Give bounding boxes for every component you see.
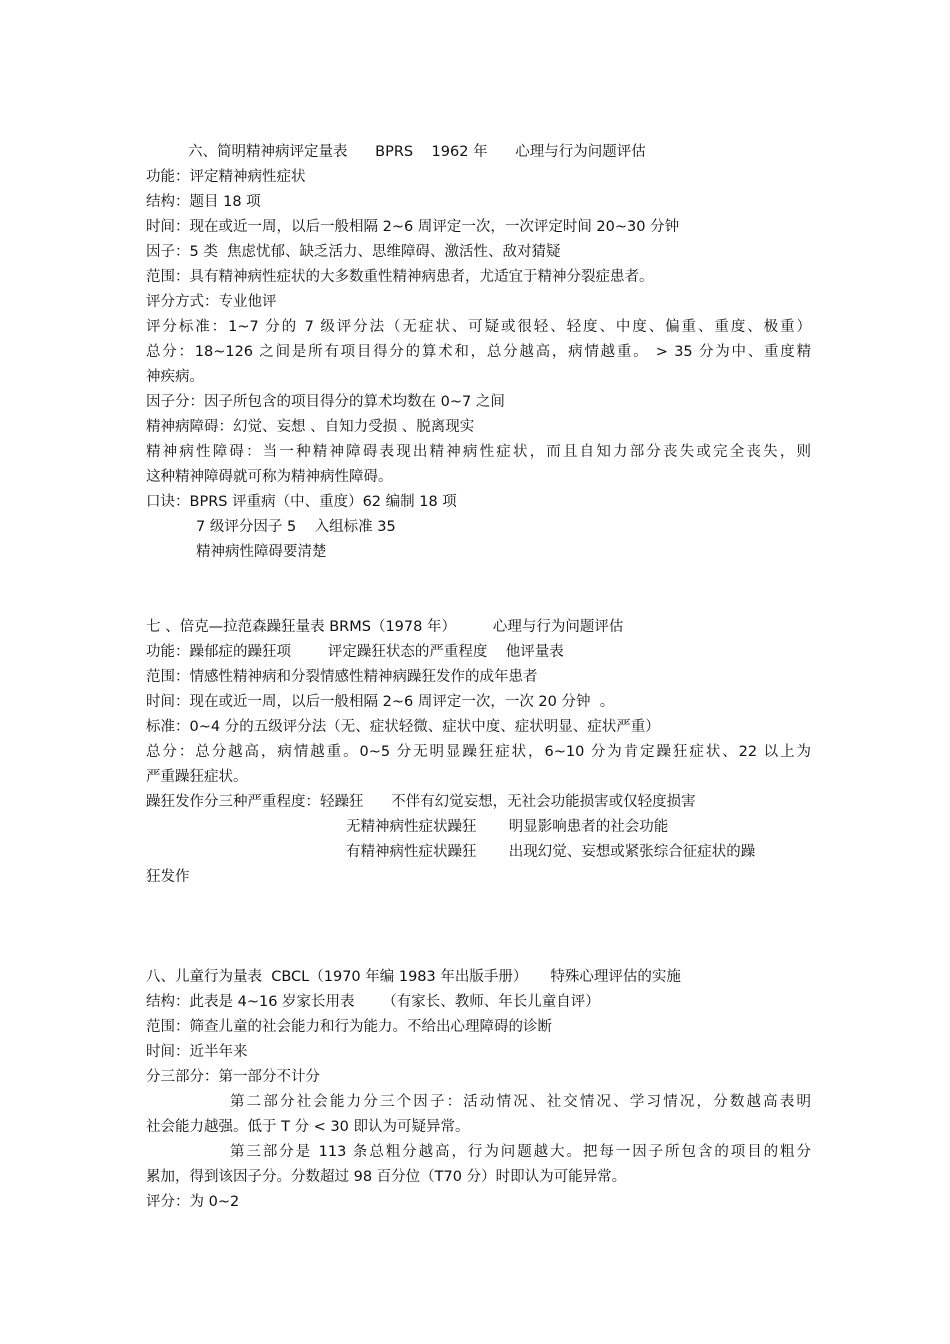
cbcl-part-2: 第二部分社会能力分三个因子：活动情况、社交情况、学习情况，分数越高表明 — [230, 1094, 811, 1110]
bprs-total-score: 总分：18~126 之间是所有项目得分的算术和，总分越高，病情越重。 > 35 分为中、重度精 — [146, 344, 811, 360]
bprs-mnemonic-3: 精神病性障碍要清楚 — [196, 544, 327, 560]
section-8-heading: 八、儿童行为量表 CBCL（1970 年编 1983 年出版手册） 特殊心理评估的实施 — [146, 969, 681, 985]
section-6-heading: 六、简明精神病评定量表 BPRS 1962 年 心理与行为问题评估 — [188, 144, 646, 160]
cbcl-scoring: 评分：为 0~2 — [146, 1194, 240, 1210]
cbcl-part-3: 第三部分是 113 条总粗分越高，行为问题越大。把每一因子所包含的项目的粗分 — [230, 1144, 811, 1160]
brms-total-score-cont: 严重躁狂症状。 — [146, 769, 248, 785]
brms-time: 时间：现在或近一周，以后一般相隔 2~6 周评定一次，一次 20 分钟 。 — [146, 694, 615, 710]
bprs-rating-criteria: 评分标准：1~7 分的 7 级评分法（无症状、可疑或很轻、轻度、中度、偏重、重度、极重） — [146, 319, 811, 335]
bprs-total-score-cont: 神疾病。 — [146, 369, 204, 385]
cbcl-parts: 分三部分：第一部分不计分 — [146, 1069, 320, 1085]
section-7-heading: 七 、倍克—拉范森躁狂量表 BRMS（1978 年） 心理与行为问题评估 — [146, 619, 624, 635]
cbcl-scope: 范围：筛查儿童的社会能力和行为能力。不给出心理障碍的诊断 — [146, 1019, 552, 1035]
cbcl-part-3-cont: 累加，得到该因子分。分数超过 98 百分位（T70 分）时即认为可能异常。 — [146, 1169, 627, 1185]
bprs-scope: 范围：具有精神病性症状的大多数重性精神病患者，尤适宜于精神分裂症患者。 — [146, 269, 654, 285]
cbcl-time: 时间：近半年来 — [146, 1044, 248, 1060]
bprs-psychotic-disorder: 精神病障碍：幻觉、妄想 、自知力受损 、脱离现实 — [146, 419, 475, 435]
bprs-structure: 结构：题目 18 项 — [146, 194, 261, 210]
brms-severity-3-cont: 狂发作 — [146, 869, 190, 885]
brms-total-score: 总分：总分越高，病情越重。0~5 分无明显躁狂症状，6~10 分为肯定躁狂症状、22 以上为 — [146, 744, 811, 760]
brms-severity-levels: 躁狂发作分三种严重程度：轻躁狂 不伴有幻觉妄想，无社会功能损害或仅轻度损害 — [146, 794, 696, 810]
bprs-time: 时间：现在或近一周，以后一般相隔 2~6 周评定一次，一次评定时间 20~30 分钟 — [146, 219, 680, 235]
bprs-function: 功能：评定精神病性症状 — [146, 169, 306, 185]
brms-severity-3: 有精神病性症状躁狂 出现幻觉、妄想或紧张综合征症状的躁 — [346, 844, 756, 860]
brms-scope: 范围：情感性精神病和分裂情感性精神病躁狂发作的成年患者 — [146, 669, 538, 685]
cbcl-part-2-cont: 社会能力越强。低于 T 分 < 30 即认为可疑异常。 — [146, 1119, 470, 1135]
bprs-psychotic-def: 精神病性障碍：当一种精神障碍表现出精神病性症状，而且自知力部分丧失或完全丧失，则 — [146, 444, 811, 460]
bprs-mnemonic: 口诀：BPRS 评重病（中、重度）62 编制 18 项 — [146, 494, 457, 510]
cbcl-structure: 结构：此表是 4~16 岁家长用表 （有家长、教师、年长儿童自评） — [146, 994, 600, 1010]
bprs-mnemonic-2: 7 级评分因子 5 入组标准 35 — [196, 519, 396, 535]
brms-function: 功能：躁郁症的躁狂项 评定躁狂状态的严重程度 他评量表 — [146, 644, 564, 660]
bprs-psychotic-def-cont: 这种精神障碍就可称为精神病性障碍。 — [146, 469, 393, 485]
bprs-factors: 因子：5 类 焦虑忧郁、缺乏活力、思维障碍、激活性、敌对猜疑 — [146, 244, 561, 260]
bprs-rating-method: 评分方式：专业他评 — [146, 294, 277, 310]
brms-severity-2: 无精神病性症状躁狂 明显影响患者的社会功能 — [346, 819, 669, 835]
brms-criteria: 标准：0~4 分的五级评分法（无、症状轻微、症状中度、症状明显、症状严重） — [146, 719, 660, 735]
bprs-factor-score: 因子分：因子所包含的项目得分的算术均数在 0~7 之间 — [146, 394, 505, 410]
